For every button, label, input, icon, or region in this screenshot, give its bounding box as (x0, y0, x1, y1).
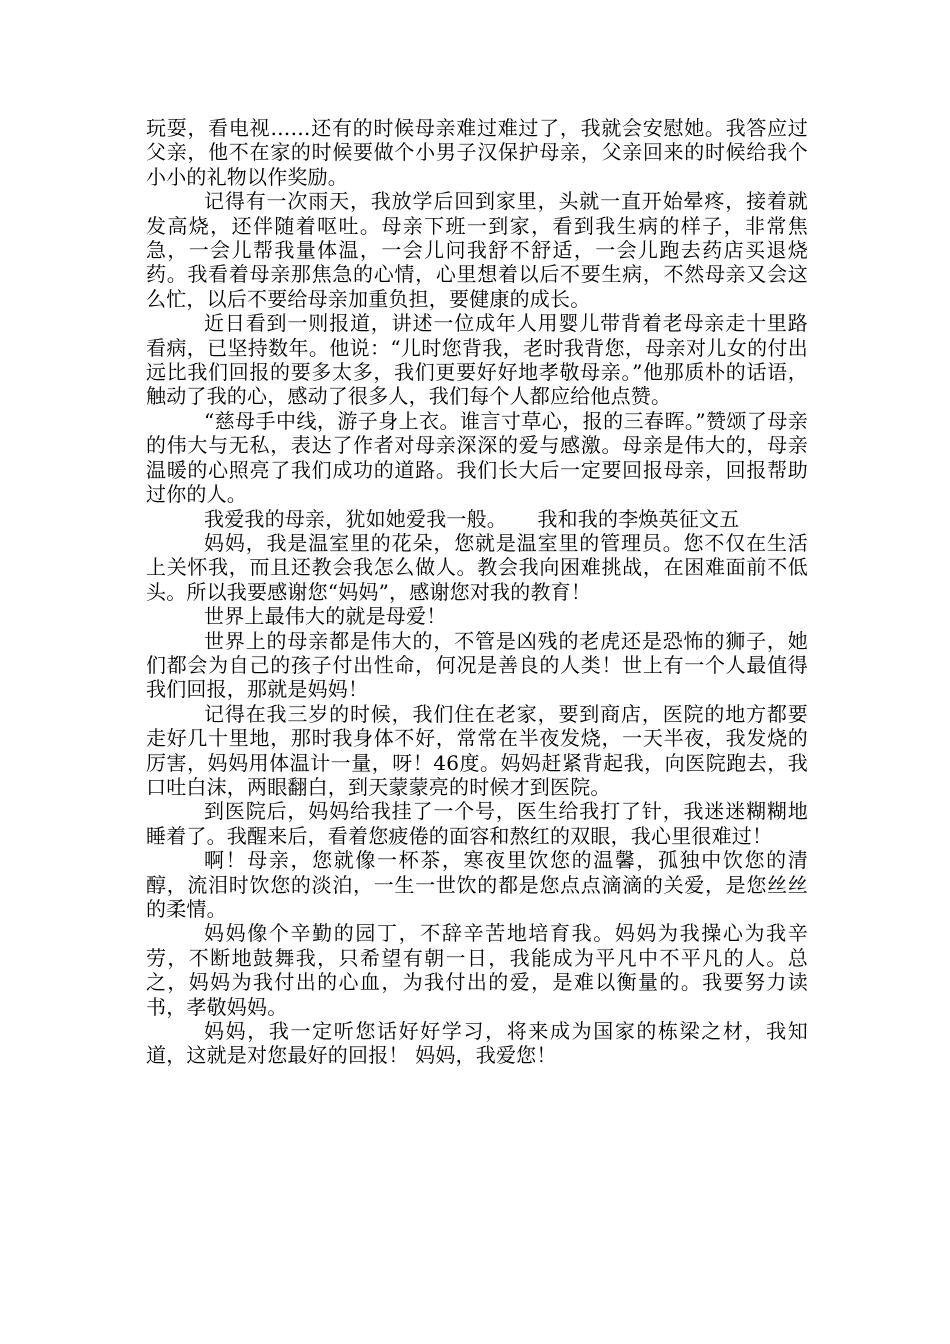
paragraph: 妈妈像个辛勤的园丁，不辞辛苦地培育我。妈妈为我操心为我辛劳，不断地鼓舞我，只希望有朝一日，我能成为平凡中不平凡的人。总之，妈妈为我付出的心血，为我付出的爱，是难以衡量的。我要努力读书，孝敬妈妈。 (146, 921, 808, 1019)
paragraph: 妈妈，我一定听您话好好学习，将来成为国家的栋梁之材，我知道，这就是对您最好的回报！ 妈妈，我爱您！ (146, 1019, 808, 1068)
paragraph: 啊！母亲，您就像一杯茶，寒夜里饮您的温馨，孤独中饮您的清醇，流泪时饮您的淡泊，一生一世饮的都是您点点滴滴的关爱，是您丝丝的柔情。 (146, 848, 808, 921)
paragraph: 玩耍，看电视……还有的时候母亲难过难过了，我就会安慰她。我答应过父亲，他不在家的时候要做个小男子汉保护母亲，父亲回来的时候给我个小小的礼物以作奖励。 (146, 116, 808, 189)
paragraph: 妈妈，我是温室里的花朵，您就是温室里的管理员。您不仅在生活上关怀我，而且还教会我怎么做人。教会我向困难挑战，在困难面前不低头。所以我要感谢您“妈妈”，感谢您对我的教育！ (146, 530, 808, 604)
paragraph: 世界上最伟大的就是母爱！ (204, 604, 447, 629)
paragraph: 记得在我三岁的时候，我们住在老家，要到商店，医院的地方都要走好几十里地，那时我身体不好，常常在半夜发烧，一天半夜，我发烧的厉害，妈妈用体温计一量，呀！46度。妈妈赶紧背起我，向医院跑去，我口吐白沫，两眼翻白，到天蒙蒙亮的时候才到医院。 (146, 701, 808, 799)
paragraph: 世界上的母亲都是伟大的，不管是凶残的老虎还是恐怖的狮子，她们都会为自己的孩子付出性命，何况是善良的人类！世上有一个人最值得我们回报，那就是妈妈！ (146, 628, 808, 702)
paragraph: 我爱我的母亲，犹如她爱我一般。 我和我的李焕英征文五 (204, 506, 740, 531)
paragraph: 到医院后，妈妈给我挂了一个号，医生给我打了针，我迷迷糊糊地睡着了。我醒来后，看着您疲倦的面容和熬红的双眼，我心里很难过！ (146, 799, 808, 848)
document-page (146, 116, 808, 1068)
paragraph: 近日看到一则报道，讲述一位成年人用婴儿带背着老母亲走十里路看病，已坚持数年。他说：“儿时您背我，老时我背您，母亲对儿女的付出远比我们回报的要多太多，我们更要好好地孝敬母亲。”他那质朴的话语，触动了我的心，感动了很多人，我们每个人都应给他点赞。 (146, 311, 808, 409)
paragraph: “慈母手中线，游子身上衣。谁言寸草心，报的三春晖。”赞颂了母亲的伟大与无私，表达了作者对母亲深深的爱与感激。母亲是伟大的，母亲温暖的心照亮了我们成功的道路。我们长大后一定要回报母亲，回报帮助过你的人。 (146, 408, 808, 507)
paragraph: 记得有一次雨天，我放学后回到家里，头就一直开始晕疼，接着就发高烧，还伴随着呕吐。母亲下班一到家，看到我生病的样子，非常焦急，一会儿帮我量体温，一会儿问我舒不舒适，一会儿跑去药店买退烧药。我看着母亲那焦急的心情，心里想着以后不要生病，不然母亲又会这么忙，以后不要给母亲加重负担，要健康的成长。 (146, 189, 808, 311)
